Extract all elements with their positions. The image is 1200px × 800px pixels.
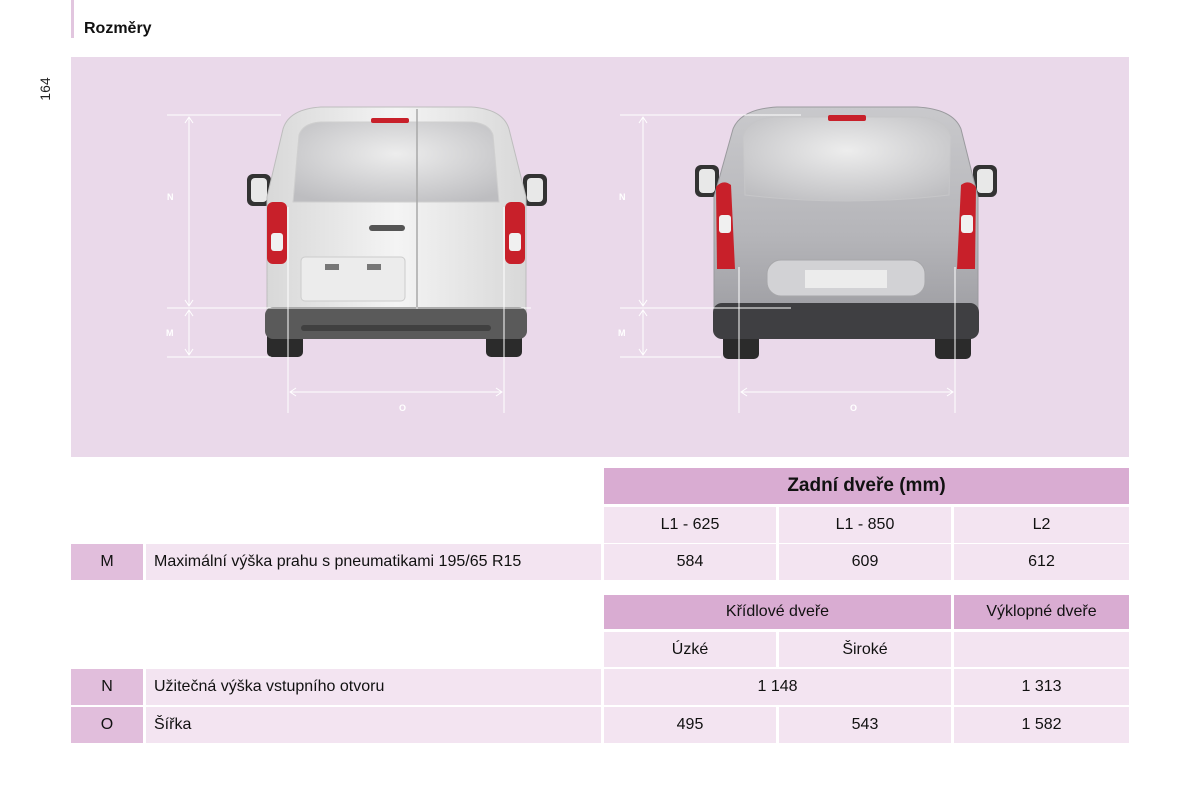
group-wing-doors: Křídlové dveře	[604, 595, 951, 629]
value-o-wide: 543	[779, 707, 951, 743]
value-n-tailgate: 1 313	[954, 669, 1129, 705]
column-l1-625: L1 - 625	[604, 507, 776, 543]
right-van-label-o: O	[850, 403, 858, 413]
row-label-o: Šířka	[146, 707, 601, 743]
rear-door-title: Zadní dveře (mm)	[604, 468, 1129, 504]
column-narrow: Úzké	[604, 632, 776, 667]
left-van	[247, 107, 547, 357]
value-m-l1-625: 584	[604, 544, 776, 580]
left-van-label-n: N	[167, 192, 174, 202]
table-row	[71, 544, 1129, 580]
right-van	[695, 107, 997, 359]
group-tailgate: Výklopné dveře	[954, 595, 1129, 629]
door-opening-table	[71, 595, 1129, 743]
value-m-l2: 612	[954, 544, 1129, 580]
rear-door-column-row	[71, 507, 1129, 543]
left-van-brake-light	[371, 118, 409, 123]
vehicle-dimension-illustration	[71, 57, 1129, 457]
left-van-label-m: M	[166, 328, 174, 338]
table-row	[71, 707, 1129, 743]
value-n-wing-doors: 1 148	[604, 669, 951, 705]
row-label-n: Užitečná výška vstupního otvoru	[146, 669, 601, 705]
door-width-row	[71, 632, 1129, 667]
left-van-bumper	[265, 307, 527, 339]
value-m-l1-850: 609	[779, 544, 951, 580]
row-code-o: O	[71, 707, 143, 743]
header-rule	[71, 0, 74, 38]
section-title: Rozměry	[84, 20, 152, 37]
right-van-brake-light	[828, 115, 866, 121]
column-wide: Široké	[779, 632, 951, 667]
column-tailgate-blank	[954, 632, 1129, 667]
column-l1-850: L1 - 850	[779, 507, 951, 543]
column-l2: L2	[954, 507, 1129, 543]
row-code-m: M	[71, 544, 143, 580]
door-type-row	[71, 595, 1129, 629]
right-van-label-m: M	[618, 328, 626, 338]
value-o-narrow: 495	[604, 707, 776, 743]
row-code-n: N	[71, 669, 143, 705]
row-label-m: Maximální výška prahu s pneumatikami 195/65 R15	[146, 544, 601, 580]
value-o-tailgate: 1 582	[954, 707, 1129, 743]
vehicle-drawings	[71, 57, 1129, 457]
table-row	[71, 669, 1129, 705]
left-van-label-o: O	[399, 403, 407, 413]
right-van-label-n: N	[619, 192, 626, 202]
page-number: 164	[37, 77, 53, 101]
rear-door-title-row	[71, 468, 1129, 504]
rear-door-table	[71, 468, 1129, 580]
